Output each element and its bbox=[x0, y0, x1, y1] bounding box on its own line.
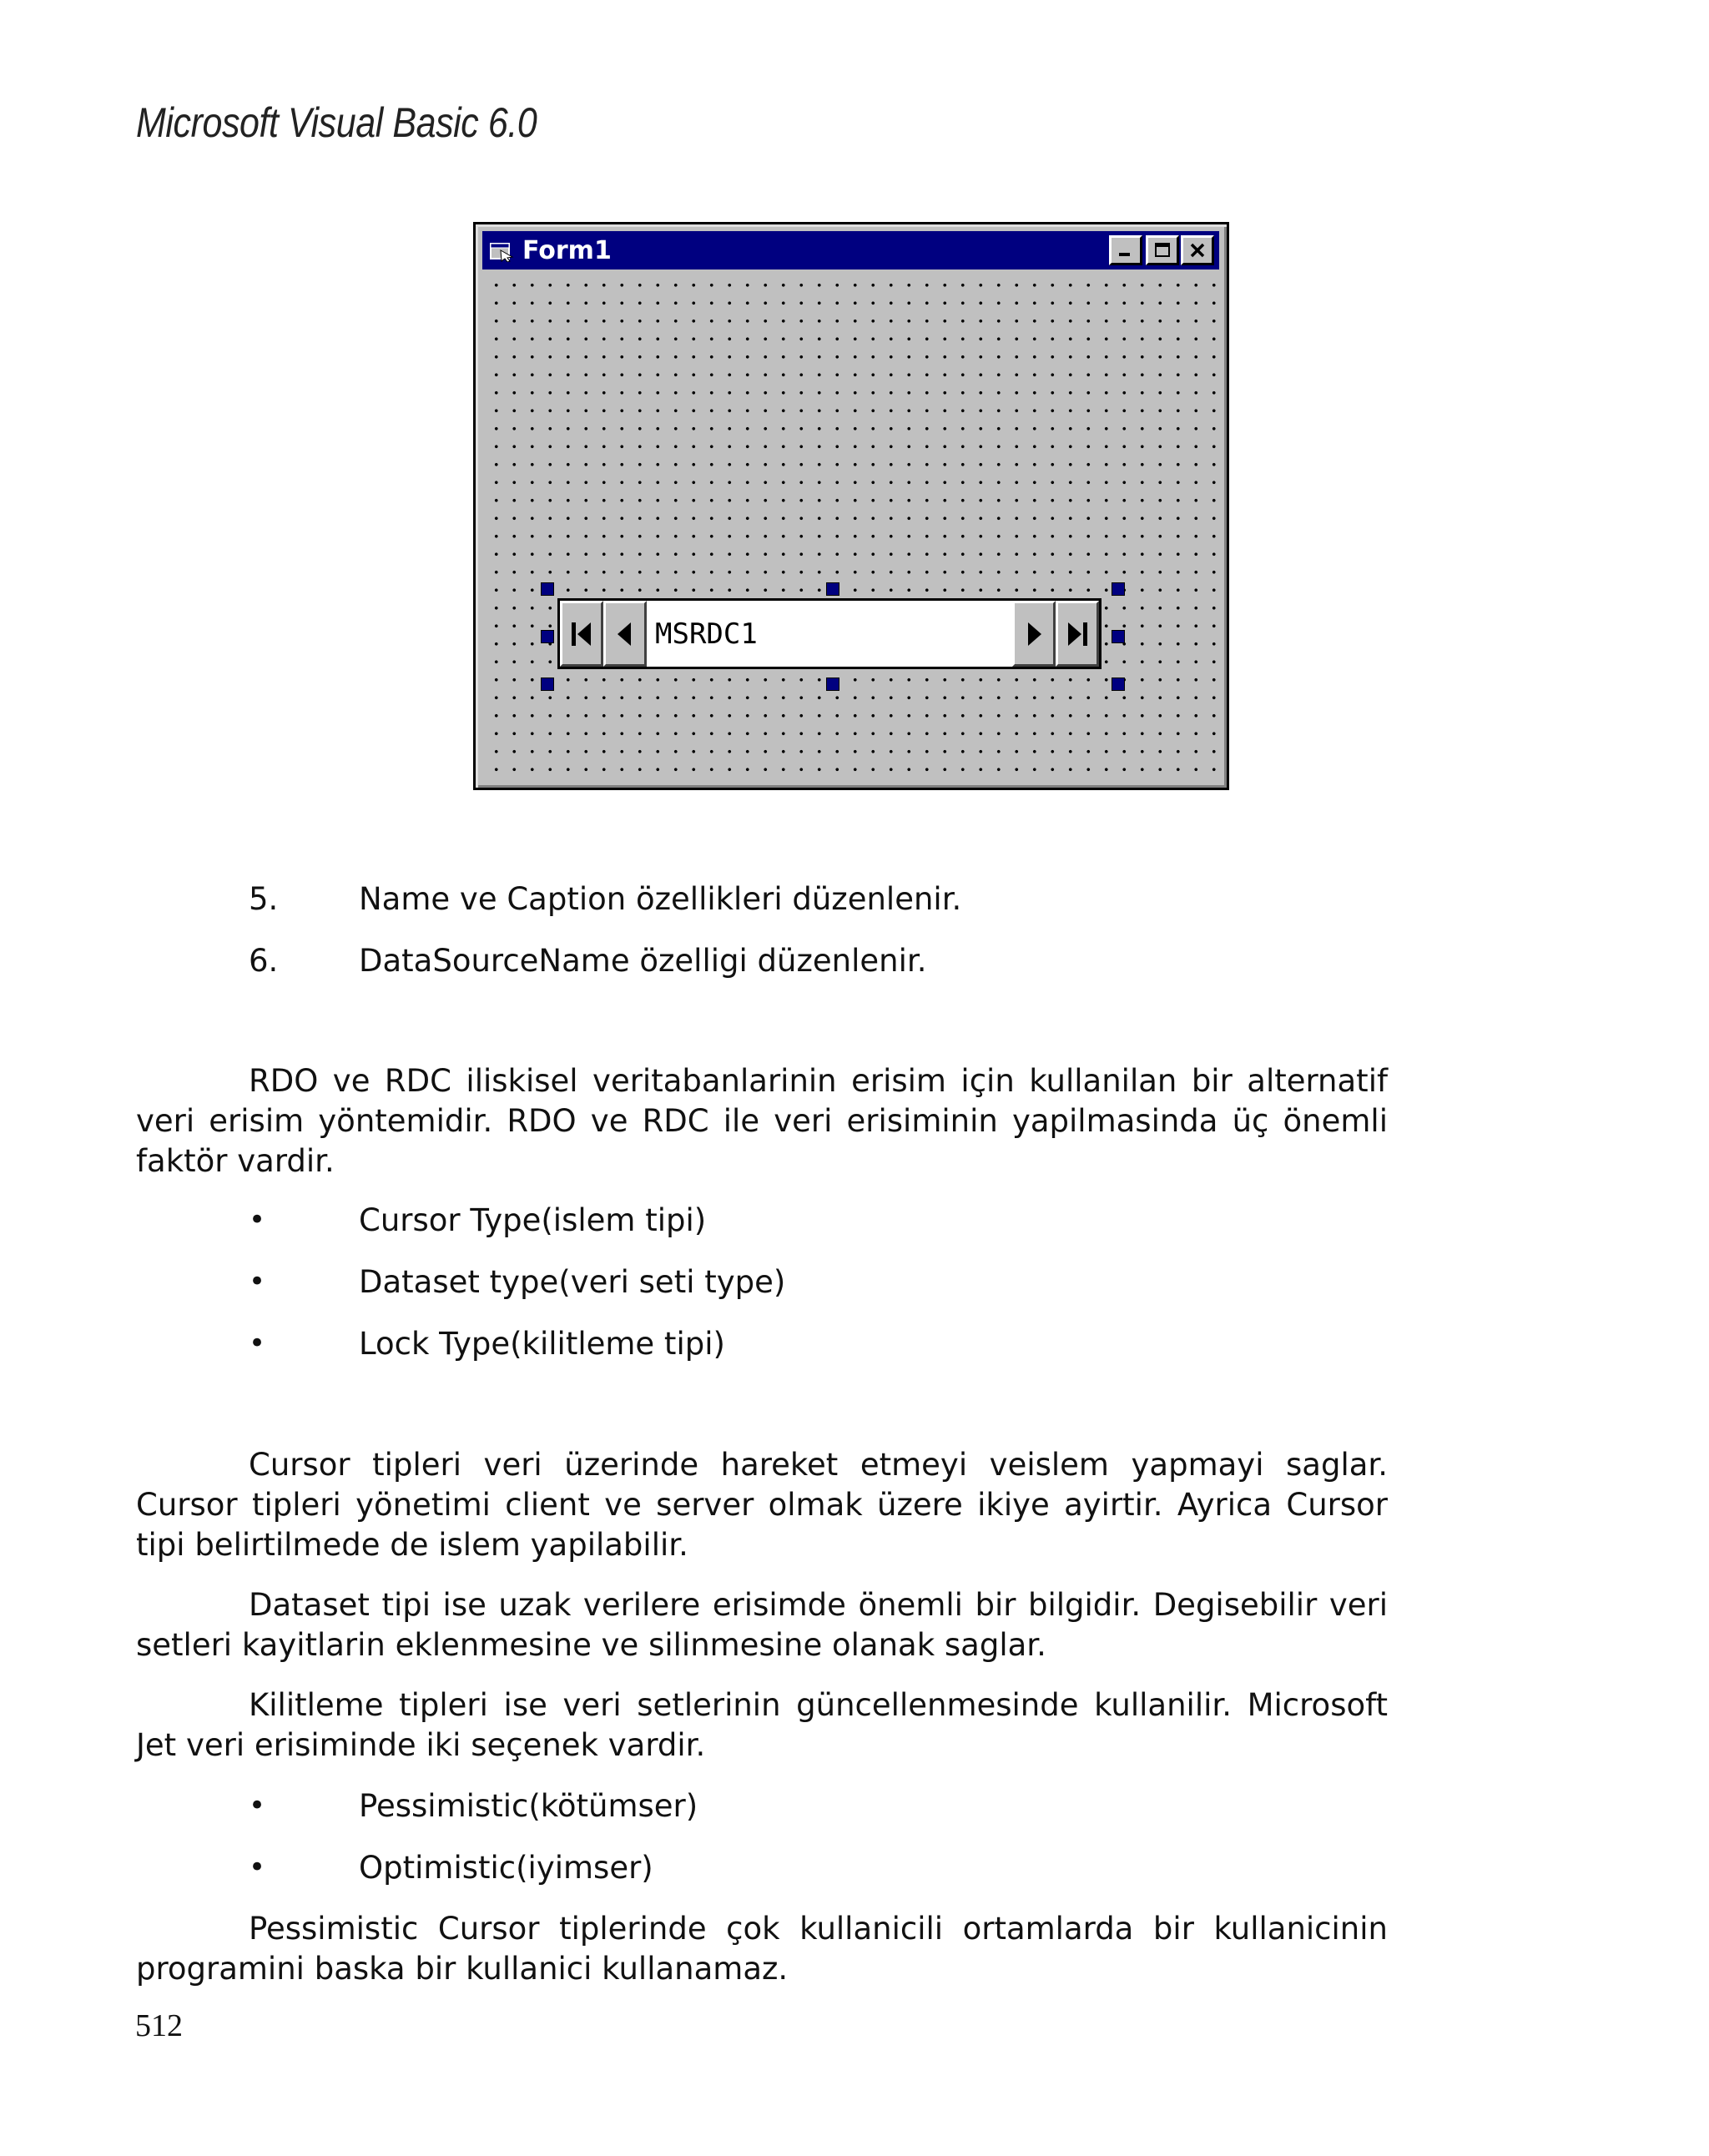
step-text: DataSourceName özelligi düzenlenir. bbox=[359, 943, 927, 979]
paragraph: Kilitleme tipleri ise veri setlerinin güncellenmesinde kullanilir. Microsoft Jet veri erisiminde iki seçenek vardir. bbox=[136, 1687, 1388, 1763]
step-number: 5. bbox=[249, 881, 279, 917]
maximize-button[interactable] bbox=[1146, 235, 1179, 265]
selection-handle[interactable] bbox=[541, 582, 554, 596]
bullet-marker: • bbox=[249, 1327, 266, 1360]
minimize-icon bbox=[1117, 242, 1135, 259]
form-title: Form1 bbox=[522, 235, 612, 265]
bullet-marker: • bbox=[249, 1851, 266, 1884]
paragraph: Cursor tipleri veri üzerinde hareket etmeyi veislem yapmayi saglar. Cursor tipleri yönetimi client ve server olmak üzere ikiye ayirtir. Ayrica Cursor tipi belirtilmede de islem yapilabilir. bbox=[136, 1447, 1388, 1563]
selection-handle[interactable] bbox=[1112, 582, 1125, 596]
paragraph: RDO ve RDC iliskisel veritabanlarinin erisim için kullanilan bir alternatif veri erisim yöntemidir. RDO ve RDC ile veri erisiminin yapilmasinda üç önemli faktör vardir. bbox=[136, 1063, 1388, 1179]
page-number: 512 bbox=[135, 2008, 183, 2043]
previous-record-icon bbox=[613, 620, 638, 648]
next-record-button[interactable] bbox=[1012, 601, 1056, 667]
selection-handle[interactable] bbox=[541, 630, 554, 643]
previous-record-button[interactable] bbox=[603, 601, 647, 667]
bullet-marker: • bbox=[249, 1203, 266, 1237]
first-record-icon bbox=[569, 620, 594, 648]
form-window bbox=[473, 222, 1229, 790]
bullet-marker: • bbox=[249, 1789, 266, 1822]
close-button[interactable] bbox=[1181, 235, 1214, 265]
close-icon bbox=[1188, 242, 1207, 259]
step-text: Name ve Caption özellikleri düzenlenir. bbox=[359, 881, 962, 917]
msrdc-caption: MSRDC1 bbox=[647, 601, 1012, 667]
form-titlebar[interactable] bbox=[482, 231, 1219, 270]
step-number: 6. bbox=[249, 943, 279, 979]
last-record-button[interactable] bbox=[1056, 601, 1099, 667]
form-icon bbox=[489, 239, 516, 262]
maximize-icon bbox=[1153, 242, 1172, 259]
last-record-icon bbox=[1065, 620, 1090, 648]
bullet-text: Lock Type(kilitleme tipi) bbox=[359, 1326, 725, 1362]
selection-handle[interactable] bbox=[826, 582, 839, 596]
first-record-button[interactable] bbox=[560, 601, 603, 667]
running-title: Microsoft Visual Basic 6.0 bbox=[136, 99, 537, 146]
paragraph: Pessimistic Cursor tiplerinde çok kullanicili ortamlarda bir kullanicinin programini baska bir kullanici kullanamaz. bbox=[136, 1911, 1388, 1987]
bullet-text: Cursor Type(islem tipi) bbox=[359, 1202, 707, 1238]
bullet-marker: • bbox=[249, 1265, 266, 1298]
selection-handle[interactable] bbox=[826, 678, 839, 691]
bullet-text: Pessimistic(kötümser) bbox=[359, 1788, 698, 1824]
next-record-icon bbox=[1021, 620, 1046, 648]
bullet-text: Optimistic(iyimser) bbox=[359, 1850, 653, 1886]
bullet-text: Dataset type(veri seti type) bbox=[359, 1264, 786, 1300]
selection-handle[interactable] bbox=[1112, 678, 1125, 691]
minimize-button[interactable] bbox=[1109, 235, 1142, 265]
form-design-surface[interactable] bbox=[482, 271, 1219, 781]
msrdc-control[interactable] bbox=[557, 598, 1102, 669]
selection-handle[interactable] bbox=[541, 678, 554, 691]
selection-handle[interactable] bbox=[1112, 630, 1125, 643]
paragraph: Dataset tipi ise uzak verilere erisimde önemli bir bilgidir. Degisebilir veri setleri kayitlarin eklenmesine ve silinmesine olanak saglar. bbox=[136, 1587, 1388, 1663]
